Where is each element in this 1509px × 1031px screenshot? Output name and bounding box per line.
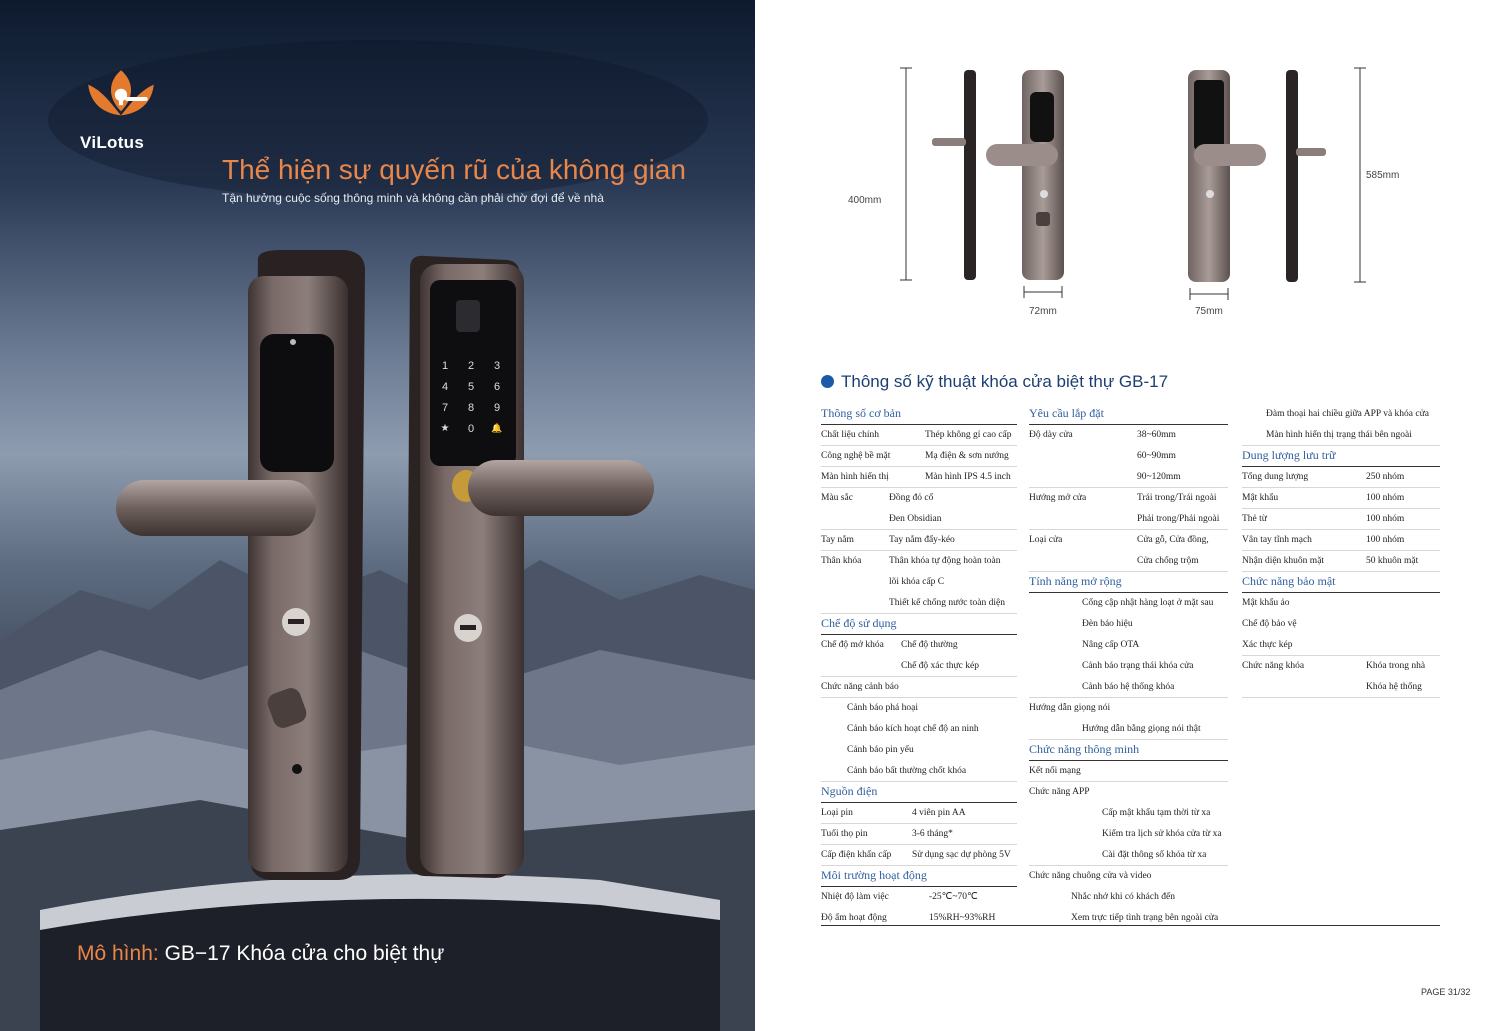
spec-key: Độ ẩm hoạt động (821, 913, 887, 923)
keypad-key: 0 (467, 423, 475, 435)
spec-key: Chức năng chuông cửa và video (1029, 871, 1152, 881)
spec-value: Thép không gỉ cao cấp (925, 430, 1012, 440)
spec-key: Cài đặt thông số khóa từ xa (1102, 850, 1207, 860)
spec-row (1029, 782, 1228, 803)
spec-row (1029, 530, 1228, 551)
spec-key: Chất liệu chính (821, 430, 880, 440)
spec-key: Loại cửa (1029, 535, 1063, 545)
section-heading: Tính năng mở rộng (1029, 572, 1228, 593)
spec-value: Đồng đỏ cổ (889, 493, 934, 503)
keypad-key: 6 (493, 381, 501, 393)
spec-value: Cửa chống trộm (1137, 556, 1199, 566)
spec-value: Chế độ xác thực kép (901, 661, 979, 671)
model-label: Mô hình: (77, 942, 159, 965)
spec-key: Chế độ bảo vệ (1242, 619, 1297, 629)
spec-row (1242, 530, 1440, 551)
spec-key: Cảnh báo bất thường chốt khóa (847, 766, 967, 776)
keypad-key: 🔔 (491, 423, 503, 433)
vilotus-logo-icon (80, 66, 162, 132)
spec-row (821, 425, 1017, 446)
spec-row (1029, 761, 1228, 782)
spec-row (1242, 404, 1440, 425)
spec-key: Kết nối mạng (1029, 766, 1081, 776)
spec-value: Khóa trong nhà (1366, 661, 1426, 671)
spec-key: Mật khẩu (1242, 493, 1279, 503)
spec-key: Nâng cấp OTA (1082, 640, 1140, 650)
spec-value: lõi khóa cấp C (889, 577, 945, 587)
spec-row (1029, 719, 1228, 740)
dim-width-right: 75mm (1195, 306, 1223, 317)
spec-key: Tay nắm (821, 535, 854, 545)
spec-row (1029, 887, 1228, 908)
hero-title: Thể hiện sự quyến rũ của không gian (222, 154, 686, 185)
spec-row (821, 530, 1017, 551)
spec-row (821, 719, 1017, 740)
keypad-key: 4 (441, 381, 449, 393)
spec-row (1029, 593, 1228, 614)
spec-row (821, 488, 1017, 509)
section-heading: Yêu cầu lắp đặt (1029, 404, 1228, 425)
spec-row (821, 593, 1017, 614)
spec-value: 90~120mm (1137, 472, 1181, 482)
spec-key: Màn hình hiển thị (821, 472, 889, 482)
spec-column-1 (821, 404, 1017, 929)
dim-width-left: 72mm (1029, 306, 1057, 317)
spec-row (1029, 488, 1228, 509)
spec-key: Tuổi thọ pin (821, 829, 868, 839)
keypad-key: 1 (441, 360, 449, 372)
spec-value: Khóa hệ thống (1366, 682, 1422, 692)
spec-bottom-rule (821, 925, 1440, 926)
spec-value: 38~60mm (1137, 430, 1176, 440)
spec-row (821, 572, 1017, 593)
spec-value: Thân khóa tự động hoàn toàn (889, 556, 1001, 566)
keypad-key: 2 (467, 360, 475, 372)
dimension-drawing (840, 60, 1400, 320)
spec-key: Nhận diện khuôn mặt (1242, 556, 1325, 566)
spec-key: Cảnh báo pin yếu (847, 745, 914, 755)
spec-value: -25℃~70℃ (929, 892, 978, 902)
spec-row (1029, 656, 1228, 677)
spec-row (821, 887, 1017, 908)
spec-key: Hướng dẫn giọng nói (1029, 703, 1111, 713)
spec-row (1029, 677, 1228, 698)
section-heading: Nguồn điện (821, 782, 1017, 803)
model-value: GB−17 Khóa cửa cho biệt thự (164, 942, 445, 965)
keypad-key: 8 (467, 402, 475, 414)
spec-key: Chế độ mở khóa (821, 640, 884, 650)
spec-row (1029, 866, 1228, 887)
spec-title-text: Thông số kỹ thuật khóa cửa biệt thự GB-17 (841, 372, 1169, 391)
spec-value: Sử dụng sạc dự phòng 5V (912, 850, 1011, 860)
spec-row (1242, 656, 1440, 677)
spec-column-2 (1029, 404, 1228, 929)
spec-row (1242, 614, 1440, 635)
spec-value: Mạ điện & sơn nướng (925, 451, 1009, 461)
section-heading: Thông số cơ bản (821, 404, 1017, 425)
spec-row (821, 761, 1017, 782)
spec-row (821, 698, 1017, 719)
spec-row (821, 803, 1017, 824)
section-heading: Chế độ sử dụng (821, 614, 1017, 635)
page-number: PAGE 31/32 (1421, 987, 1471, 997)
keypad-key: 3 (493, 360, 501, 372)
spec-row (1029, 614, 1228, 635)
spec-row (1242, 425, 1440, 446)
spec-row (1029, 803, 1228, 824)
section-heading: Môi trường hoạt động (821, 866, 1017, 887)
spec-row (821, 656, 1017, 677)
spec-row (821, 824, 1017, 845)
section-heading: Chức năng thông minh (1029, 740, 1228, 761)
keypad (432, 360, 510, 435)
spec-value: 15%RH~93%RH (929, 913, 996, 923)
spec-key: Cảnh báo phá hoại (847, 703, 918, 713)
spec-row (1029, 551, 1228, 572)
model-line (77, 942, 444, 966)
spec-key: Nhắc nhở khi có khách đến (1071, 892, 1175, 902)
keypad-key: 7 (441, 402, 449, 414)
spec-key: Loại pin (821, 808, 853, 818)
spec-row (1029, 509, 1228, 530)
spec-key: Xem trực tiếp tình trạng bên ngoài cửa (1071, 913, 1219, 923)
spec-row (821, 467, 1017, 488)
spec-row (1242, 635, 1440, 656)
spec-row (821, 509, 1017, 530)
spec-row (1242, 677, 1440, 698)
spec-row (1029, 635, 1228, 656)
spec-value: Màn hình IPS 4.5 inch (925, 472, 1011, 482)
spec-key: Chức năng cảnh báo (821, 682, 899, 692)
bullet-icon (821, 375, 834, 388)
spec-value: 100 nhóm (1366, 535, 1405, 545)
spec-value: 250 nhóm (1366, 472, 1405, 482)
lock-product-image (110, 250, 670, 890)
keypad-key: 5 (467, 381, 475, 393)
spec-key: Thân khóa (821, 556, 862, 566)
spec-value: 100 nhóm (1366, 493, 1405, 503)
spec-value: 3-6 tháng* (912, 829, 953, 839)
spec-value: Cửa gỗ, Cửa đồng, (1137, 535, 1209, 545)
spec-value: 4 viên pin AA (912, 808, 966, 818)
brand-name: ViLotus (80, 133, 145, 152)
spec-value: Tay nắm đẩy-kéo (889, 535, 955, 545)
spec-key: Thẻ từ (1242, 514, 1267, 524)
spec-key: Cảnh báo hệ thống khóa (1082, 682, 1175, 692)
spec-value: 100 nhóm (1366, 514, 1405, 524)
spec-row (1242, 551, 1440, 572)
spec-value: Thiết kế chống nước toàn diện (889, 598, 1005, 608)
spec-value: Chế độ thường (901, 640, 958, 650)
keypad-key: 9 (493, 402, 501, 414)
spec-key: Kiểm tra lịch sử khóa cửa từ xa (1102, 829, 1222, 839)
spec-row (1029, 425, 1228, 446)
spec-key: Chức năng khóa (1242, 661, 1305, 671)
spec-key: Vân tay tĩnh mạch (1242, 535, 1312, 545)
spec-key: Cấp điện khẩn cấp (821, 850, 892, 860)
spec-key: Hướng dẫn bằng giọng nói thật (1082, 724, 1201, 734)
spec-key: Công nghệ bề mặt (821, 451, 891, 461)
section-heading: Dung lượng lưu trữ (1242, 446, 1440, 467)
spec-row (821, 845, 1017, 866)
spec-row (1029, 467, 1228, 488)
spec-key: Cảnh báo trạng thái khóa cửa (1082, 661, 1194, 671)
spec-row (1242, 593, 1440, 614)
spec-row (1242, 467, 1440, 488)
spec-row (1242, 488, 1440, 509)
spec-row (1029, 824, 1228, 845)
spec-value: Phải trong/Phải ngoài (1137, 514, 1220, 524)
spec-key: Đèn báo hiệu (1082, 619, 1133, 629)
spec-key: Cổng cập nhật hàng loạt ở mặt sau (1082, 598, 1214, 608)
spec-value: Trái trong/Trái ngoài (1137, 493, 1217, 503)
spec-row (821, 740, 1017, 761)
spec-row (821, 551, 1017, 572)
spec-key: Mật khẩu ảo (1242, 598, 1290, 608)
spec-key: Xác thực kép (1242, 640, 1293, 650)
spec-key: Đàm thoại hai chiều giữa APP và khóa cửa (1266, 409, 1429, 419)
hero-subtitle: Tận hưởng cuộc sống thông minh và không cần phải chờ đợi để về nhà (222, 191, 604, 205)
spec-column-3 (1242, 404, 1440, 698)
spec-key: Nhiệt độ làm việc (821, 892, 889, 902)
spec-row (1029, 698, 1228, 719)
spec-row (821, 635, 1017, 656)
dim-height-left: 400mm (848, 195, 882, 206)
spec-value: Đen Obsidian (889, 514, 942, 524)
spec-key: Màu sắc (821, 493, 853, 503)
spec-row (1029, 845, 1228, 866)
spec-key: Hướng mở cửa (1029, 493, 1087, 503)
spec-value: 50 khuôn mặt (1366, 556, 1419, 566)
spec-key: Chức năng APP (1029, 787, 1090, 797)
spec-key: Màn hình hiển thị trạng thái bên ngoài (1266, 430, 1412, 440)
keypad-key: ★ (440, 423, 450, 434)
section-heading: Chức năng bảo mật (1242, 572, 1440, 593)
spec-row (1029, 446, 1228, 467)
dim-height-right: 585mm (1366, 170, 1400, 181)
spec-value: 60~90mm (1137, 451, 1176, 461)
spec-key: Độ dày cửa (1029, 430, 1073, 440)
spec-row (821, 677, 1017, 698)
spec-key: Cấp mật khẩu tạm thời từ xa (1102, 808, 1211, 818)
spec-row (821, 446, 1017, 467)
spec-key: Tổng dung lượng (1242, 472, 1309, 482)
spec-row (1242, 509, 1440, 530)
spec-title (821, 372, 1168, 392)
spec-key: Cảnh báo kích hoạt chế độ an ninh (847, 724, 979, 734)
